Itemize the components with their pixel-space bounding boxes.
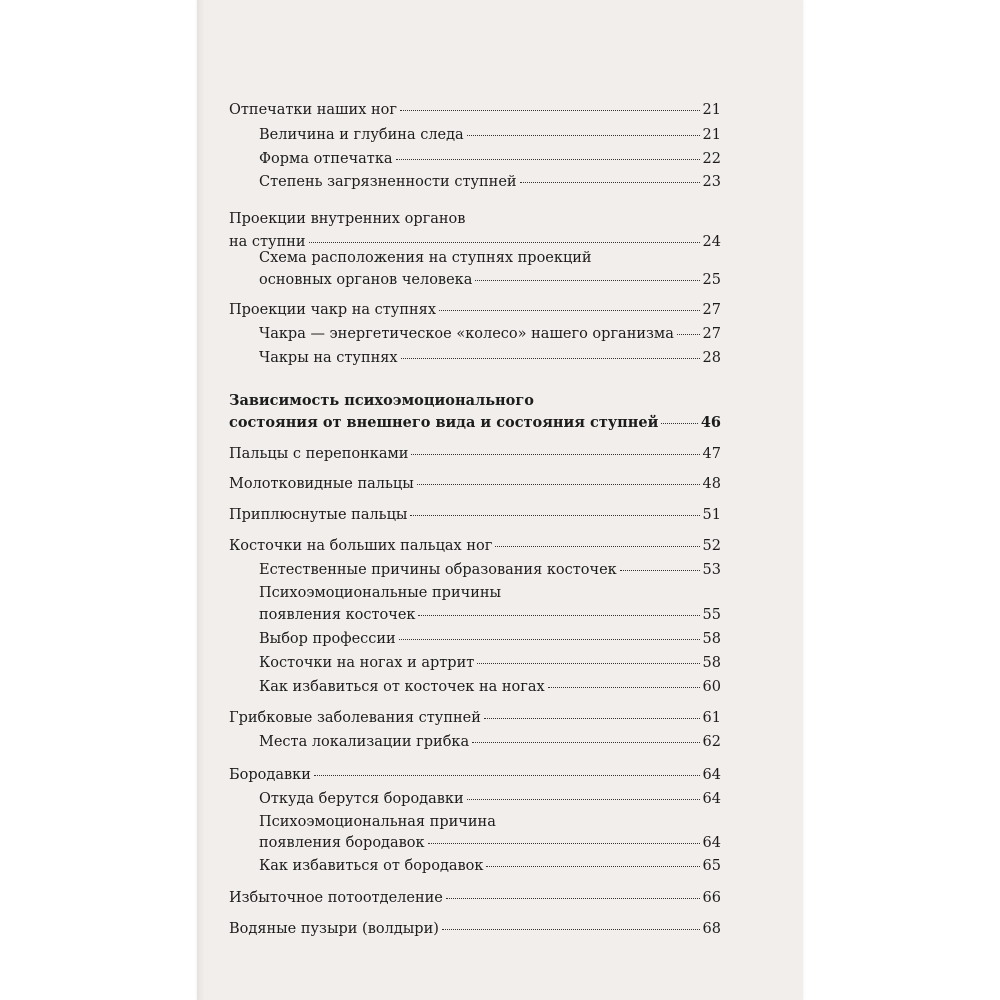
toc-entry-title: Приплюснутые пальцы <box>229 507 408 523</box>
dot-leader <box>309 242 700 243</box>
toc-entry-page: 58 <box>702 631 721 647</box>
toc-entry <box>229 446 721 466</box>
toc-entry-page: 62 <box>702 734 721 750</box>
dot-leader <box>467 799 700 800</box>
dot-leader <box>439 310 700 311</box>
dot-leader <box>477 663 699 664</box>
toc-entry <box>229 302 721 322</box>
toc-entry-page: 27 <box>702 302 721 318</box>
dot-leader <box>418 615 699 616</box>
toc-subentry <box>259 174 721 194</box>
dot-leader <box>401 358 700 359</box>
toc-entry-page: 55 <box>702 607 721 623</box>
toc-entry-title: появления косточек <box>259 607 416 623</box>
toc-entry-page: 27 <box>702 326 721 342</box>
toc-subentry-title-line1: Психоэмоциональная причина <box>259 814 496 830</box>
toc-subentry <box>259 272 721 292</box>
toc-subentry <box>259 858 721 878</box>
toc-entry-title: Выбор профессии <box>259 631 396 647</box>
dot-leader <box>484 718 700 719</box>
toc-entry-title: Грибковые заболевания ступней <box>229 710 481 726</box>
toc-entry-title: Косточки на ногах и артрит <box>259 655 475 671</box>
toc-entry-page: 64 <box>702 767 721 783</box>
toc-entry <box>229 538 721 558</box>
dot-leader <box>472 742 699 743</box>
toc-entry-title: Как избавиться от бородавок <box>259 858 484 874</box>
toc-subentry <box>259 631 721 651</box>
toc-subentry <box>259 350 721 370</box>
toc-entry-page: 53 <box>702 562 721 578</box>
dot-leader <box>411 454 699 455</box>
toc-entry-title: Откуда берутся бородавки <box>259 791 464 807</box>
toc-entry-title: состояния от внешнего вида и состояния ступней <box>229 414 659 431</box>
dot-leader <box>428 843 700 844</box>
toc-entry-page: 66 <box>702 890 721 906</box>
toc-entry-title: появления бородавок <box>259 835 425 851</box>
toc-entry-title: Величина и глубина следа <box>259 127 464 143</box>
dot-leader <box>677 334 700 335</box>
toc-entry-page: 22 <box>702 151 721 167</box>
toc-subentry <box>259 655 721 675</box>
toc-entry-page: 60 <box>702 679 721 695</box>
dot-leader <box>661 423 697 424</box>
toc-entry-page: 58 <box>702 655 721 671</box>
toc-entry-page: 68 <box>702 921 721 937</box>
dot-leader <box>400 110 700 111</box>
toc-entry-title: Косточки на больших пальцах ног <box>229 538 493 554</box>
toc-entry-page: 21 <box>702 127 721 143</box>
toc-subentry-title-line1: Схема расположения на ступнях проекций <box>259 250 592 266</box>
spine-shadow <box>197 0 205 1000</box>
toc-entry-page: 28 <box>702 350 721 366</box>
dot-leader <box>314 775 700 776</box>
dot-leader <box>475 280 699 281</box>
toc-entry-title: Пальцы с перепонками <box>229 446 409 462</box>
dot-leader <box>520 182 700 183</box>
table-of-contents <box>229 0 721 1000</box>
dot-leader <box>548 687 700 688</box>
dot-leader <box>410 515 699 516</box>
toc-entry <box>229 767 721 787</box>
dot-leader <box>620 570 700 571</box>
dot-leader <box>399 639 700 640</box>
toc-entry <box>229 507 721 527</box>
dot-leader <box>417 484 700 485</box>
toc-chapter <box>229 414 721 434</box>
toc-entry-title: основных органов человека <box>259 272 473 288</box>
toc-entry-page: 61 <box>702 710 721 726</box>
toc-entry <box>229 890 721 910</box>
dot-leader <box>446 898 700 899</box>
toc-subentry <box>259 679 721 699</box>
toc-entry-title-line1: Проекции внутренних органов <box>229 211 466 227</box>
toc-entry-page: 47 <box>702 446 721 462</box>
toc-entry-page: 23 <box>702 174 721 190</box>
toc-entry-title: Избыточное потоотделение <box>229 890 443 906</box>
toc-entry-page: 48 <box>702 476 721 492</box>
toc-subentry <box>259 835 721 855</box>
toc-entry-title: Водяные пузыри (волдыри) <box>229 921 439 937</box>
toc-subentry <box>259 791 721 811</box>
dot-leader <box>495 546 699 547</box>
toc-subentry-title-line1: Психоэмоциональные причины <box>259 585 502 601</box>
toc-entry <box>229 710 721 730</box>
toc-entry-title: Проекции чакр на ступнях <box>229 302 436 318</box>
toc-entry-title: Бородавки <box>229 767 311 783</box>
toc-entry-title: на ступни <box>229 234 306 250</box>
toc-entry-title: Как избавиться от косточек на ногах <box>259 679 545 695</box>
dot-leader <box>396 159 700 160</box>
toc-entry-title: Степень загрязненности ступней <box>259 174 517 190</box>
toc-entry <box>229 102 721 122</box>
toc-subentry <box>259 562 721 582</box>
toc-entry-title: Молотковидные пальцы <box>229 476 414 492</box>
toc-entry-page: 46 <box>700 414 721 431</box>
toc-subentry <box>259 607 721 627</box>
toc-subentry <box>259 151 721 171</box>
toc-entry <box>229 921 721 941</box>
toc-chapter-title-line1: Зависимость психоэмоционального <box>229 392 534 409</box>
dot-leader <box>442 929 700 930</box>
toc-subentry <box>259 127 721 147</box>
toc-entry-page: 51 <box>702 507 721 523</box>
toc-entry-title: Чакра — энергетическое «колесо» нашего организма <box>259 326 674 342</box>
dot-leader <box>486 866 699 867</box>
toc-entry-title: Чакры на ступнях <box>259 350 398 366</box>
toc-entry-page: 64 <box>702 835 721 851</box>
toc-entry-title: Отпечатки наших ног <box>229 102 397 118</box>
toc-entry-title: Места локализации грибка <box>259 734 470 750</box>
toc-entry-title: Форма отпечатка <box>259 151 393 167</box>
toc-entry <box>229 476 721 496</box>
toc-entry-page: 52 <box>702 538 721 554</box>
toc-entry-page: 25 <box>702 272 721 288</box>
toc-entry-page: 65 <box>702 858 721 874</box>
toc-entry-page: 24 <box>702 234 721 250</box>
toc-entry-title: Естественные причины образования косточек <box>259 562 617 578</box>
toc-entry-page: 21 <box>702 102 721 118</box>
dot-leader <box>467 135 700 136</box>
toc-subentry <box>259 734 721 754</box>
toc-entry-page: 64 <box>702 791 721 807</box>
toc-subentry <box>259 326 721 346</box>
